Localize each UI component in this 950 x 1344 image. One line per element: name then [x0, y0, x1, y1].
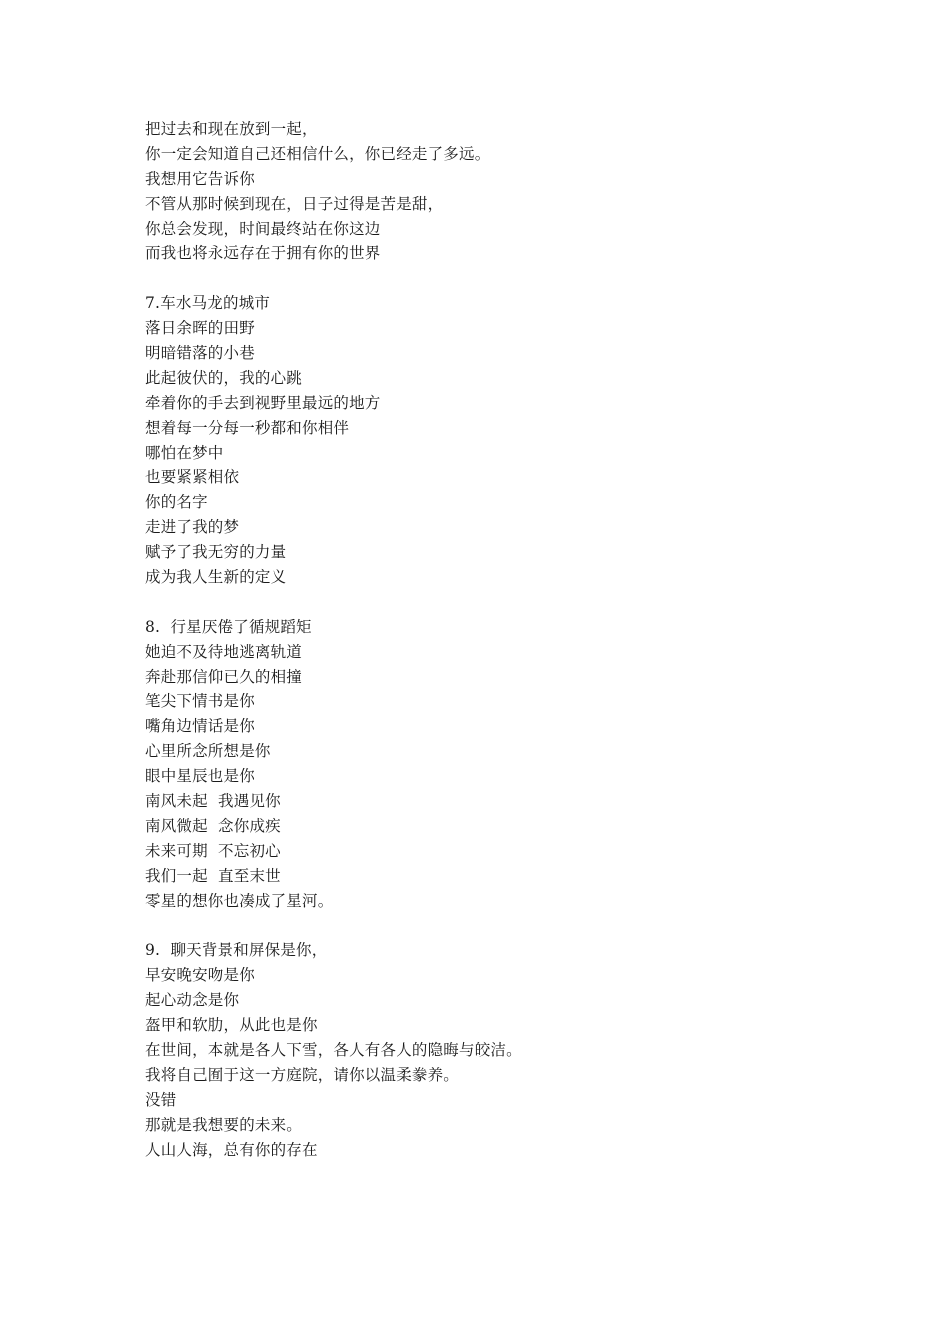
text-line: 成为我人生新的定义 [145, 568, 287, 587]
text-line: 我们一起 直至末世 [145, 866, 281, 885]
text-line: 零星的想你也凑成了星河。 [145, 891, 334, 910]
poem-section-6-continuation [145, 117, 845, 266]
text-line: 奔赴那信仰已久的相撞 [145, 667, 303, 686]
poem-section-7 [145, 291, 845, 590]
text-line: 眼中星辰也是你 [145, 767, 255, 786]
text-line: 未来可期 不忘初心 [145, 841, 281, 860]
text-line: 想着每一分每一秒都和你相伴 [145, 418, 350, 437]
text-line: 早安晚安吻是你 [145, 966, 255, 985]
paragraph-gap [145, 914, 845, 939]
text-line: 赋予了我无穷的力量 [145, 543, 287, 562]
poem-section-8 [145, 615, 845, 914]
text-line: 哪怕在梦中 [145, 443, 224, 462]
text-line: 心里所念所想是你 [145, 742, 271, 761]
text-line: 人山人海，总有你的存在 [145, 1140, 318, 1159]
text-line: 而我也将永远存在于拥有你的世界 [145, 244, 381, 263]
text-line: 在世间，本就是各人下雪，各人有各人的隐晦与皎洁。 [145, 1040, 522, 1059]
text-line: 不管从那时候到现在，日子过得是苦是甜， [145, 194, 444, 213]
poem-section-9 [145, 938, 845, 1162]
section-heading-line: 7.车水马龙的城市 [145, 294, 271, 313]
text-line: 我想用它告诉你 [145, 169, 255, 188]
text-line: 嘴角边情话是你 [145, 717, 255, 736]
text-line: 盔甲和软肋，从此也是你 [145, 1016, 318, 1035]
text-line: 她迫不及待地逃离轨道 [145, 642, 303, 661]
section-heading-line: 9. 聊天背景和屏保是你， [145, 941, 328, 960]
text-line: 笔尖下情书是你 [145, 692, 255, 711]
text-line: 把过去和现在放到一起， [145, 120, 318, 138]
paragraph-gap [145, 590, 845, 615]
text-line: 那就是我想要的未来。 [145, 1115, 303, 1134]
section-heading-line: 8. 行星厌倦了循规蹈矩 [145, 617, 312, 636]
text-line: 你的名字 [145, 493, 208, 512]
text-line: 我将自己囿于这一方庭院，请你以温柔豢养。 [145, 1065, 460, 1084]
text-line: 明暗错落的小巷 [145, 344, 255, 363]
text-line: 落日余晖的田野 [145, 319, 255, 338]
text-line: 南风微起 念你成疾 [145, 816, 281, 835]
text-line: 你总会发现，时间最终站在你这边 [145, 219, 381, 238]
text-line: 你一定会知道自己还相信什么，你已经走了多远。 [145, 144, 491, 163]
text-line: 牵着你的手去到视野里最远的地方 [145, 393, 381, 412]
text-line: 此起彼伏的，我的心跳 [145, 368, 303, 387]
paragraph-gap [145, 266, 845, 291]
text-line: 南风未起 我遇见你 [145, 792, 281, 811]
text-line: 走进了我的梦 [145, 518, 240, 537]
text-line: 也要紧紧相依 [145, 468, 240, 487]
poem-text-body [145, 117, 845, 1162]
text-line: 没错 [145, 1090, 177, 1109]
text-line: 起心动念是你 [145, 991, 240, 1010]
